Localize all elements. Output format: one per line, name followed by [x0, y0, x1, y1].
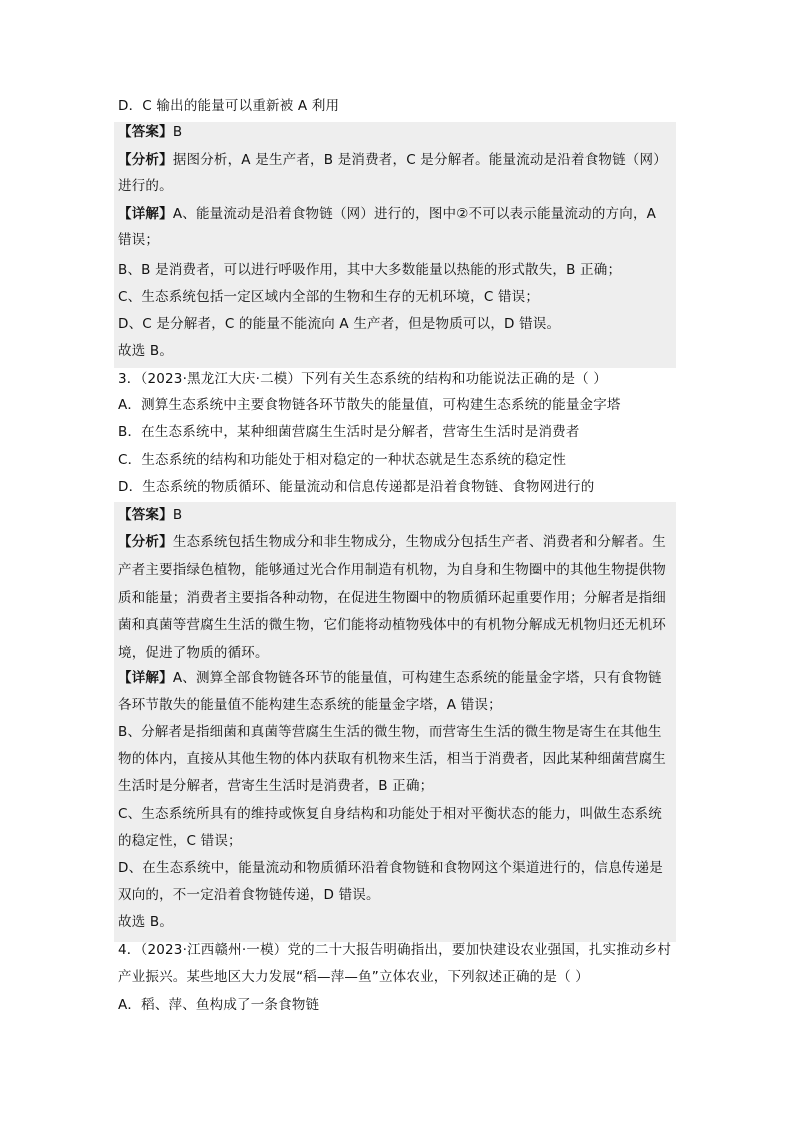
explanation-line: D、在生态系统中，能量流动和物质循环沿着食物链和食物网这个渠道进行的，信息传递是 — [118, 860, 663, 876]
explanation-line: C、生态系统包括一定区域内全部的生物和生存的无机环境，C 错误； — [118, 289, 540, 305]
conclusion-line: 故选 B。 — [118, 343, 174, 359]
option-d: D．C 输出的能量可以重新被 A 利用 — [118, 98, 340, 114]
question-4-stem: 4．（2023·江西赣州·一模）党的二十大报告明确指出，要加快建设农业强国，扎实推动乡村 — [118, 942, 672, 958]
explanation-line: B、B 是消费者，可以进行呼吸作用，其中大多数能量以热能的形式散失，B 正确； — [118, 262, 622, 278]
explanation-line: 错误； — [118, 232, 160, 248]
option-c: C．生态系统的结构和功能处于相对稳定的一种状态就是生态系统的稳定性 — [118, 452, 567, 468]
question-4-stem: 产业振兴。某些地区大力发展“稻—萍—鱼”立体农业，下列叙述正确的是（ ） — [118, 969, 589, 985]
explanation-line: 【详解】A、能量流动是沿着食物链（网）进行的，图中②不可以表示能量流动的方向，A — [118, 206, 657, 222]
explanation-line: 生活时是分解者，营寄生生活时是消费者，B 正确； — [118, 778, 434, 794]
analysis-line: 【分析】生态系统包括生物成分和非生物成分，生物成分包括生产者、消费者和分解者。生 — [118, 534, 667, 550]
explanation-line: D、C 是分解者，C 的能量不能流向 A 生产者，但是物质可以，D 错误。 — [118, 316, 561, 332]
answer-line: 【答案】B — [118, 124, 183, 140]
explanation-line: 物的体内，直接从其他生物的体内获取有机物来生活，相当于消费者，因此某种细菌营腐生 — [118, 751, 666, 767]
answer-line: 【答案】B — [118, 507, 183, 523]
explanation-line: B、分解者是指细菌和真菌等营腐生生活的微生物，而营寄生生活的微生物是寄生在其他生 — [118, 724, 662, 740]
option-d: D．生态系统的物质循环、能量流动和信息传递都是沿着食物链、食物网进行的 — [118, 479, 595, 495]
option-b: B．在生态系统中，某种细菌营腐生生活时是分解者，营寄生生活时是消费者 — [118, 424, 580, 440]
explanation-line: 【详解】A、测算全部食物链各环节的能量值，可构建生态系统的能量金字塔，只有食物链 — [118, 670, 662, 686]
analysis-line: 【分析】据图分析，A 是生产者，B 是消费者，C 是分解者。能量流动是沿着食物链（网） — [118, 152, 667, 168]
conclusion-line: 故选 B。 — [118, 914, 174, 930]
analysis-line: 进行的。 — [118, 178, 173, 194]
option-a: A．测算生态系统中主要食物链各环节散失的能量值，可构建生态系统的能量金字塔 — [118, 397, 621, 413]
analysis-line: 菌和真菌等营腐生生活的微生物，它们能将动植物残体中的有机物分解成无机物归还无机环 — [118, 617, 666, 633]
explanation-line: 双向的，不一定沿着食物链传递，D 错误。 — [118, 887, 380, 903]
analysis-line: 境，促进了物质的循环。 — [118, 645, 269, 661]
option-a: A．稻、萍、鱼构成了一条食物链 — [118, 997, 320, 1013]
explanation-line: C、生态系统所具有的维持或恢复自身结构和功能处于相对平衡状态的能力，叫做生态系统 — [118, 806, 662, 822]
analysis-line: 质和能量；消费者主要指各种动物，在促进生物圈中的物质循环起重要作用；分解者是指细 — [118, 590, 666, 606]
analysis-line: 产者主要指绿色植物，能够通过光合作用制造有机物，为自身和生物圈中的其他生物提供物 — [118, 562, 666, 578]
question-3-stem: 3．（2023·黑龙江大庆·二模）下列有关生态系统的结构和功能说法正确的是（ ） — [118, 371, 608, 387]
explanation-line: 各环节散失的能量值不能构建生态系统的能量金字塔，A 错误； — [118, 697, 502, 713]
explanation-line: 的稳定性，C 错误； — [118, 833, 242, 849]
